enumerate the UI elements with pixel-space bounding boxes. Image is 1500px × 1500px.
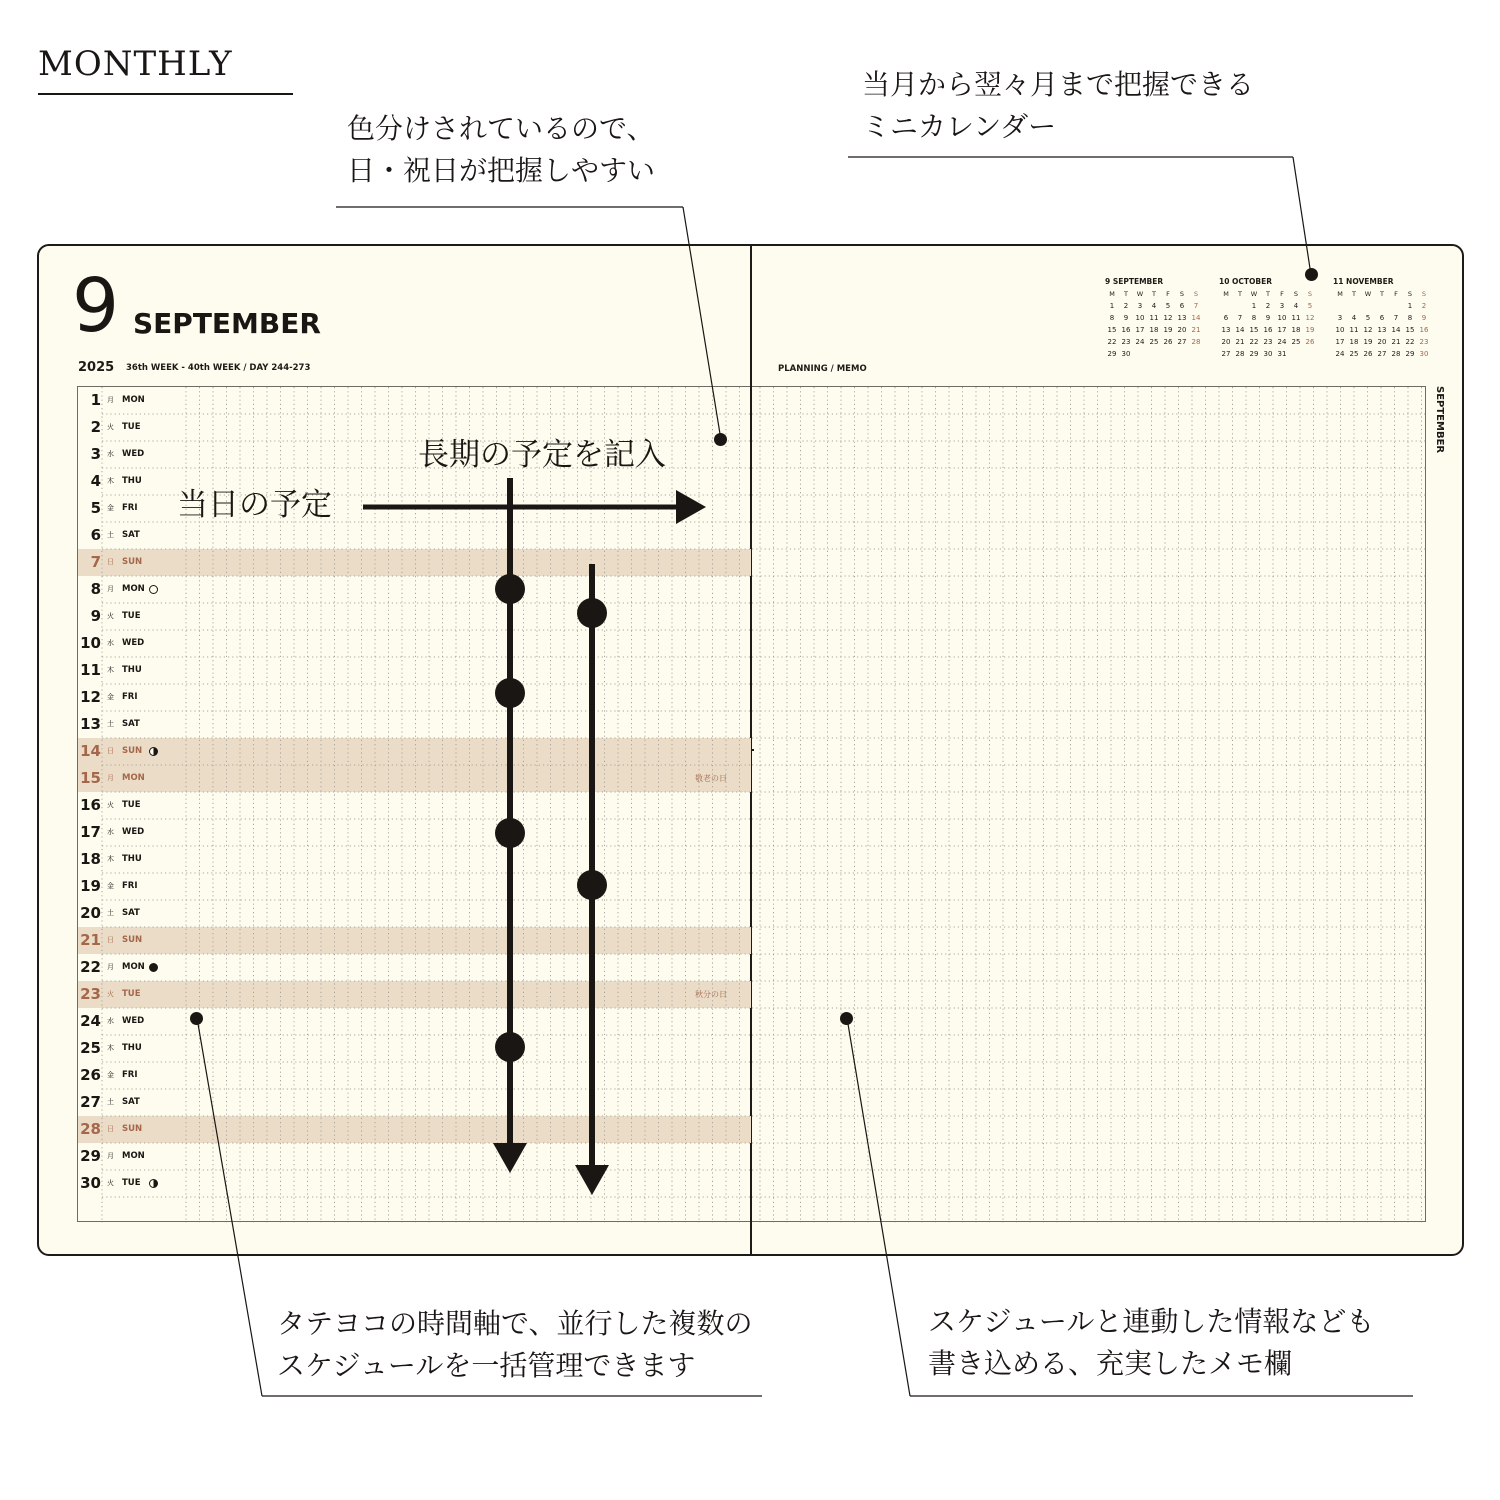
mini-calendar-day: 26 (1363, 350, 1373, 358)
day-number: 30 (80, 1174, 101, 1192)
day-weekday-jp: 土 (107, 909, 114, 917)
day-number: 18 (80, 850, 101, 868)
day-number: 5 (90, 499, 101, 517)
mini-calendar-weekday: M (1109, 290, 1115, 298)
mini-calendar-day: 8 (1251, 314, 1257, 322)
mini-calendar-day: 23 (1419, 338, 1429, 346)
month-side-tab: SEPTEMBER (1434, 386, 1445, 454)
mini-calendar-day: 22 (1249, 338, 1259, 346)
mini-calendar-day: 28 (1391, 350, 1401, 358)
day-weekday-jp: 木 (107, 666, 114, 674)
day-number: 6 (90, 526, 101, 544)
mini-calendar-day: 2 (1123, 302, 1129, 310)
day-number: 10 (80, 634, 101, 652)
callout-memo-line-1: スケジュールと連動した情報なども (928, 1305, 1375, 1338)
timeline-marker (577, 598, 607, 628)
mini-calendar-day: 2 (1421, 302, 1427, 310)
mini-calendar-day: 19 (1363, 338, 1373, 346)
mini-calendar-weekday: F (1394, 290, 1398, 298)
mini-calendar-day: 25 (1291, 338, 1301, 346)
mini-calendar-weekday: T (1238, 290, 1242, 298)
day-weekday-en: SAT (122, 530, 140, 540)
day-weekday-jp: 木 (107, 1044, 114, 1052)
mini-calendar-day: 7 (1237, 314, 1243, 322)
day-number: 22 (80, 958, 101, 976)
day-number: 9 (90, 607, 101, 625)
callout-mini-calendar-leader (1293, 157, 1311, 275)
mini-calendar-day: 19 (1305, 326, 1315, 334)
day-weekday-en: MON (122, 773, 145, 783)
long-term-arrow-1-head (493, 1143, 527, 1173)
day-weekday-en: SAT (122, 1097, 140, 1107)
day-number: 26 (80, 1066, 101, 1084)
mini-calendar-day: 2 (1265, 302, 1271, 310)
callout-color-coded-line-2: 日・祝日が把握しやすい (347, 154, 656, 187)
callout-timeline-leader (197, 1018, 262, 1396)
timeline-marker (495, 678, 525, 708)
day-weekday-jp: 水 (107, 639, 114, 647)
mini-calendar-day: 29 (1107, 350, 1117, 358)
day-weekday-jp: 土 (107, 720, 114, 728)
mini-calendar-day: 16 (1121, 326, 1131, 334)
mini-calendar-day: 8 (1109, 314, 1115, 322)
day-weekday-en: TUE (122, 422, 141, 432)
day-number: 21 (80, 931, 101, 949)
day-weekday-en: WED (122, 1016, 145, 1026)
mini-calendar-day: 21 (1191, 326, 1201, 334)
day-weekday-en: MON (122, 962, 145, 972)
callout-long-term: 長期の予定を記入 (418, 437, 666, 473)
day-weekday-jp: 土 (107, 531, 114, 539)
day-weekday-en: SUN (122, 1124, 143, 1134)
day-weekday-jp: 金 (107, 504, 114, 512)
mini-calendar-day: 16 (1419, 326, 1429, 334)
mini-calendar-title: 10 OCTOBER (1219, 277, 1273, 286)
mini-calendar-weekday: S (1407, 290, 1413, 298)
mini-calendar-day: 6 (1179, 302, 1185, 310)
mini-calendar-day: 5 (1365, 314, 1371, 322)
mini-calendar-day: 3 (1137, 302, 1143, 310)
day-weekday-jp: 土 (107, 1098, 114, 1106)
mini-calendar-weekday: W (1136, 290, 1144, 298)
day-weekday-jp: 日 (107, 747, 114, 755)
mini-calendar-day: 3 (1337, 314, 1343, 322)
mini-calendar-weekday: T (1152, 290, 1156, 298)
mini-calendar-weekday: S (1193, 290, 1199, 298)
mini-calendar-day: 11 (1149, 314, 1159, 322)
mini-calendar-day: 17 (1277, 326, 1287, 334)
day-weekday-en: SAT (122, 908, 140, 918)
mini-calendar-day: 24 (1335, 350, 1345, 358)
mini-calendar-day: 4 (1351, 314, 1357, 322)
day-weekday-jp: 日 (107, 558, 114, 566)
planning-memo-label: PLANNING / MEMO (778, 364, 867, 374)
mini-calendar-weekday: S (1293, 290, 1299, 298)
day-weekday-en: WED (122, 638, 145, 648)
mini-calendar-day: 1 (1407, 302, 1413, 310)
mini-calendar-day: 1 (1251, 302, 1257, 310)
mini-calendar-weekday: F (1166, 290, 1170, 298)
month-number: 9 (72, 263, 120, 349)
day-number: 4 (90, 472, 101, 490)
mini-calendar-day: 11 (1349, 326, 1359, 334)
mini-calendar-day: 27 (1221, 350, 1231, 358)
day-number: 15 (80, 769, 101, 787)
mini-calendar-day: 15 (1107, 326, 1117, 334)
mini-calendar-day: 13 (1377, 326, 1387, 334)
mini-calendar-weekday: S (1307, 290, 1313, 298)
mini-calendar-day: 10 (1135, 314, 1145, 322)
day-number: 14 (80, 742, 101, 760)
mini-calendar-day: 30 (1419, 350, 1429, 358)
mini-calendar-day: 22 (1405, 338, 1415, 346)
day-weekday-jp: 木 (107, 855, 114, 863)
mini-calendar-day: 21 (1235, 338, 1245, 346)
day-weekday-jp: 火 (107, 990, 114, 998)
day-weekday-jp: 月 (107, 963, 114, 971)
mini-calendar-day: 21 (1391, 338, 1401, 346)
mini-calendar-day: 14 (1235, 326, 1245, 334)
mini-calendar-day: 17 (1135, 326, 1145, 334)
day-weekday-en: WED (122, 827, 145, 837)
day-number: 19 (80, 877, 101, 895)
mini-calendar-day: 25 (1149, 338, 1159, 346)
day-number: 24 (80, 1012, 101, 1030)
mini-calendar-day: 8 (1407, 314, 1413, 322)
day-weekday-jp: 月 (107, 1152, 114, 1160)
callout-memo-leader (847, 1018, 910, 1396)
mini-calendar-day: 18 (1149, 326, 1159, 334)
day-number: 23 (80, 985, 101, 1003)
same-day-arrow-head (676, 490, 706, 524)
mini-calendar-day: 29 (1405, 350, 1415, 358)
mini-calendar-day: 6 (1379, 314, 1385, 322)
day-weekday-jp: 金 (107, 1071, 114, 1079)
day-weekday-jp: 金 (107, 693, 114, 701)
callout-color-coded-line-1: 色分けされているので、 (347, 112, 655, 145)
day-weekday-en: FRI (122, 692, 138, 702)
mini-calendar-day: 10 (1277, 314, 1287, 322)
day-weekday-en: TUE (122, 1178, 141, 1188)
mini-calendar-day: 24 (1277, 338, 1287, 346)
day-weekday-en: THU (122, 665, 142, 675)
mini-calendar-day: 6 (1223, 314, 1229, 322)
day-weekday-jp: 金 (107, 882, 114, 890)
callout-memo (928, 1301, 1374, 1385)
mini-calendar-day: 13 (1177, 314, 1187, 322)
year-label: 2025 (78, 360, 115, 375)
day-weekday-en: FRI (122, 503, 138, 513)
mini-calendar-title: 9 SEPTEMBER (1105, 277, 1164, 286)
callout-anchor-dot (190, 1012, 203, 1025)
callout-anchor-dot (840, 1012, 853, 1025)
day-number: 29 (80, 1147, 101, 1165)
mini-calendar-day: 30 (1263, 350, 1273, 358)
mini-calendar-weekday: W (1250, 290, 1258, 298)
callout-mini-calendar-line-2: ミニカレンダー (862, 110, 1057, 143)
day-weekday-jp: 水 (107, 1017, 114, 1025)
mini-calendar-day: 14 (1391, 326, 1401, 334)
day-number: 2 (90, 418, 101, 436)
day-weekday-jp: 火 (107, 801, 114, 809)
mini-calendar-day: 7 (1393, 314, 1399, 322)
mini-calendar-weekday: T (1352, 290, 1356, 298)
day-number: 12 (80, 688, 101, 706)
mini-calendar-day: 5 (1307, 302, 1313, 310)
callout-color-coded-leader (683, 207, 721, 440)
month-name: SEPTEMBER (133, 307, 321, 340)
day-number: 25 (80, 1039, 101, 1057)
callout-timeline-line-1: タテヨコの時間軸で、並行した複数の (277, 1307, 753, 1340)
mini-calendar-day: 15 (1405, 326, 1415, 334)
callout-memo-line-2: 書き込める、充実したメモ欄 (928, 1347, 1293, 1380)
mini-calendar-day: 25 (1349, 350, 1359, 358)
mini-calendar-day: 28 (1235, 350, 1245, 358)
day-number: 1 (90, 391, 101, 409)
mini-calendar-day: 16 (1263, 326, 1273, 334)
day-weekday-en: MON (122, 1151, 145, 1161)
timeline-marker (495, 1032, 525, 1062)
callout-anchor-dot (1305, 268, 1318, 281)
mini-calendar-weekday: W (1364, 290, 1372, 298)
mini-calendar-day: 27 (1177, 338, 1187, 346)
day-weekday-en: SUN (122, 557, 143, 567)
mini-calendar-day: 12 (1163, 314, 1173, 322)
mini-calendar-weekday: S (1421, 290, 1427, 298)
day-weekday-jp: 火 (107, 423, 114, 431)
mini-calendar-day: 13 (1221, 326, 1231, 334)
mini-calendar-day: 9 (1265, 314, 1271, 322)
callout-mini-calendar-line-1: 当月から翌々月まで把握できる (862, 68, 1255, 101)
day-number: 27 (80, 1093, 101, 1111)
mini-calendar-day: 28 (1191, 338, 1201, 346)
day-weekday-en: SAT (122, 719, 140, 729)
day-weekday-en: FRI (122, 881, 138, 891)
mini-calendar-day: 17 (1335, 338, 1345, 346)
mini-calendar-day: 4 (1293, 302, 1299, 310)
callout-timeline (277, 1303, 752, 1387)
mini-calendar-day: 20 (1221, 338, 1231, 346)
mini-calendar-day: 27 (1377, 350, 1387, 358)
mini-calendar-weekday: M (1223, 290, 1229, 298)
mini-calendar-day: 4 (1151, 302, 1157, 310)
holiday-name: 敬老の日 (695, 774, 727, 783)
day-number: 7 (90, 553, 101, 571)
day-weekday-en: MON (122, 395, 145, 405)
timeline-marker (495, 818, 525, 848)
mini-calendar-day: 29 (1249, 350, 1259, 358)
mini-calendar-day: 26 (1305, 338, 1315, 346)
day-weekday-jp: 火 (107, 612, 114, 620)
mini-calendar-day: 23 (1121, 338, 1131, 346)
mini-calendar-day: 22 (1107, 338, 1117, 346)
day-weekday-jp: 日 (107, 1125, 114, 1133)
timeline-marker (577, 870, 607, 900)
mini-calendar-day: 14 (1191, 314, 1201, 322)
day-number: 8 (90, 580, 101, 598)
mini-calendar-day: 18 (1349, 338, 1359, 346)
day-number: 11 (80, 661, 101, 679)
day-number: 17 (80, 823, 101, 841)
mini-calendar-day: 20 (1377, 338, 1387, 346)
day-weekday-en: THU (122, 1043, 142, 1053)
mini-calendar-day: 30 (1121, 350, 1131, 358)
timeline-marker (495, 574, 525, 604)
mini-calendar-day: 15 (1249, 326, 1259, 334)
mini-calendar-day: 1 (1109, 302, 1115, 310)
day-weekday-en: WED (122, 449, 145, 459)
mini-calendar-day: 11 (1291, 314, 1301, 322)
mini-calendar-day: 7 (1193, 302, 1199, 310)
week-info: 36th WEEK - 40th WEEK / DAY 244-273 (126, 363, 311, 373)
mini-calendar-day: 3 (1279, 302, 1285, 310)
day-weekday-en: THU (122, 854, 142, 864)
mini-calendar-day: 20 (1177, 326, 1187, 334)
mini-calendar-day: 12 (1363, 326, 1373, 334)
day-weekday-en: TUE (122, 800, 141, 810)
day-number: 28 (80, 1120, 101, 1138)
day-weekday-jp: 水 (107, 450, 114, 458)
day-weekday-en: TUE (122, 611, 141, 621)
day-number: 13 (80, 715, 101, 733)
day-weekday-en: SUN (122, 935, 143, 945)
day-number: 20 (80, 904, 101, 922)
callout-timeline-line-2: スケジュールを一括管理できます (277, 1349, 696, 1382)
mini-calendar-day: 5 (1165, 302, 1171, 310)
day-weekday-en: FRI (122, 1070, 138, 1080)
mini-calendar-weekday: M (1337, 290, 1343, 298)
mini-calendar-day: 31 (1277, 350, 1287, 358)
mini-calendar-day: 9 (1123, 314, 1129, 322)
day-weekday-jp: 月 (107, 774, 114, 782)
callout-same-day: 当日の予定 (177, 487, 332, 523)
mini-calendar-weekday: T (1266, 290, 1270, 298)
mini-calendar-day: 9 (1421, 314, 1427, 322)
callout-anchor-dot (714, 433, 727, 446)
mini-calendar-weekday: S (1179, 290, 1185, 298)
day-weekday-en: THU (122, 476, 142, 486)
day-weekday-jp: 水 (107, 828, 114, 836)
day-weekday-jp: 木 (107, 477, 114, 485)
day-weekday-en: MON (122, 584, 145, 594)
mini-calendar-day: 10 (1335, 326, 1345, 334)
day-weekday-jp: 日 (107, 936, 114, 944)
day-weekday-jp: 火 (107, 1179, 114, 1187)
mini-calendar-day: 18 (1291, 326, 1301, 334)
day-number: 16 (80, 796, 101, 814)
holiday-name: 秋分の日 (695, 990, 727, 999)
long-term-arrow-2-head (575, 1165, 609, 1195)
mini-calendar-weekday: T (1380, 290, 1384, 298)
day-number: 3 (90, 445, 101, 463)
mini-calendar-day: 23 (1263, 338, 1273, 346)
mini-calendar-weekday: F (1280, 290, 1284, 298)
mini-calendar-day: 26 (1163, 338, 1173, 346)
section-title: MONTHLY (38, 44, 233, 84)
day-weekday-jp: 月 (107, 585, 114, 593)
mini-calendar-day: 19 (1163, 326, 1173, 334)
mini-calendar-weekday: T (1124, 290, 1128, 298)
mini-calendar-title: 11 NOVEMBER (1333, 277, 1394, 286)
mini-calendar-day: 12 (1305, 314, 1315, 322)
day-weekday-en: SUN (122, 746, 143, 756)
mini-calendar-day: 24 (1135, 338, 1145, 346)
day-weekday-en: TUE (122, 989, 141, 999)
day-weekday-jp: 月 (107, 396, 114, 404)
